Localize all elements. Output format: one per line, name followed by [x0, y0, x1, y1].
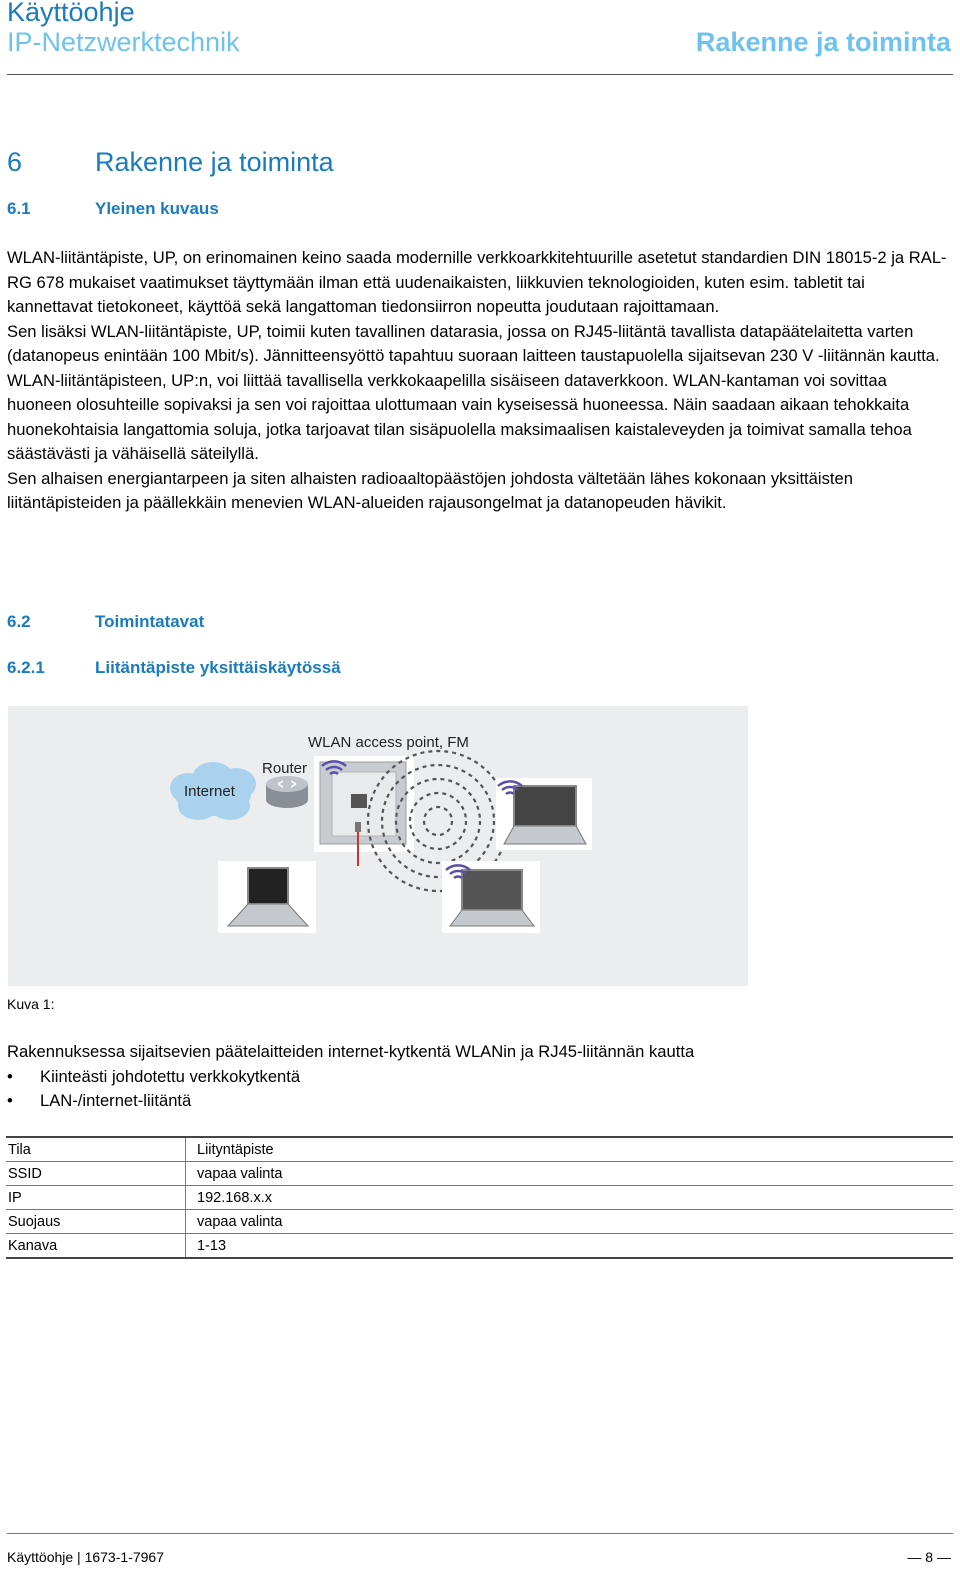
paragraph-4: Sen alhaisen energiantarpeen ja siten alhaisten radioaaltopäästöjen johdosta vältetään lähes kokonaan yksittäisten liitäntäpisteiden ja päällekkäin menevien WLAN-alueiden rajausongelmat ja datanopeuden hävikit.: [7, 468, 853, 512]
access-point-icon: [314, 756, 414, 866]
network-diagram: [8, 706, 748, 986]
table-value: 192.168.x.x: [186, 1186, 954, 1210]
paragraph-2: Sen lisäksi WLAN-liitäntäpiste, UP, toimii kuten tavallinen datarasia, jossa on RJ45-liitäntä tavallista datapäätelaitetta varten (datanopeus enintään 100 Mbit/s). Jännitteensyöttö tapahtuu suoraan laitteen taustapuolella sijaitsevan 230 V -liitännän kautta.: [7, 321, 940, 365]
router-icon: [266, 776, 308, 808]
figure-caption: Kuva 1:: [7, 996, 55, 1012]
access-point-label: WLAN access point, FM: [308, 734, 469, 751]
router-label: Router: [262, 760, 308, 777]
section-number: 6: [7, 147, 23, 177]
figure-description: [7, 1040, 694, 1114]
table-row: [6, 1162, 953, 1186]
table-key: Suojaus: [6, 1210, 186, 1234]
table-row: [6, 1234, 953, 1259]
paragraph-1: WLAN-liitäntäpiste, UP, on erinomainen keino saada modernille verkkoarkkitehtuurille asetetut standardien DIN 18015-2 ja RAL-RG 678 mukaiset vaatimukset täyttymään ilman että uudenaikaisten, liikkuvien teknologioiden, kuten esim. tabletit tai kannettavat tietokoneet, käyttöä sekä langattoman tiedonsiirron nopeutta joudutaan rajoittamaan.: [7, 248, 947, 316]
bullet-glyph: •: [7, 1066, 13, 1086]
laptop-icon-middle: [442, 861, 540, 933]
body-text: [7, 246, 953, 516]
table-key: Tila: [6, 1137, 186, 1162]
list-item: [7, 1065, 694, 1090]
paragraph-3: WLAN-liitäntäpisteen, UP:n, voi liittää tavallisella verkkokaapelilla sisäiseen dataverkkoon. WLAN-kantaman voi sovittaa huoneen olosuhteille sopivaksi ja sen voi rajoittaa ulottumaan vain kyseisessä huoneessa. Näin saadaan aikaan tehokkaita huonekohtaisia langattomia soluja, jotka tarjoavat tilan sisäpuolella maksimaalisen kaistaleveyden ja toimivat samalla tehoa säästävästi ja vähäisellä säteilyllä.: [7, 370, 912, 463]
header-section-title: Rakenne ja toiminta: [695, 27, 951, 57]
footer-divider: [7, 1533, 953, 1534]
table-row: [6, 1210, 953, 1234]
bullet-glyph: •: [7, 1091, 13, 1110]
list-item-text: LAN-/internet-liitäntä: [40, 1091, 192, 1110]
internet-label: Internet: [184, 783, 235, 800]
table-value: 1-13: [197, 1237, 227, 1254]
table-value: Liityntäpiste: [186, 1137, 954, 1162]
subsection-title-6-2-1: Liitäntäpiste yksittäiskäytössä: [95, 658, 341, 677]
description-text: Rakennuksessa sijaitsevien päätelaitteiden internet-kytkentä WLANin ja RJ45-liitännän kautta: [7, 1042, 695, 1061]
subsection-title-6-2: Toimintatavat: [95, 612, 205, 631]
table-value: vapaa valinta: [186, 1210, 954, 1234]
laptop-icon-left: [218, 861, 316, 933]
table-row: [6, 1137, 953, 1162]
subsection-title-6-1: Yleinen kuvaus: [95, 199, 219, 218]
footer-doc-id: Käyttöohje | 1673-1-7967: [7, 1549, 164, 1565]
table-key: Kanava: [6, 1234, 186, 1259]
settings-table: [6, 1136, 953, 1259]
subsection-number-6-2: 6.2: [7, 612, 31, 631]
table-value: vapaa valinta: [186, 1162, 954, 1186]
header-divider: [7, 74, 953, 75]
header-title: Käyttöohje: [7, 0, 135, 27]
bullet-list: [7, 1065, 694, 1114]
list-item-text: Kiinteästi johdotettu verkkokytkentä: [40, 1066, 301, 1086]
table-key: IP: [6, 1186, 186, 1210]
laptop-icon-right: [496, 778, 592, 850]
header-subtitle: IP-Netzwerktechnik: [7, 27, 240, 57]
section-title: Rakenne ja toiminta: [95, 147, 334, 177]
subsection-number-6-2-1: 6.2.1: [7, 658, 45, 677]
list-item: [7, 1089, 694, 1114]
subsection-number-6-1: 6.1: [7, 199, 31, 218]
network-diagram-svg: [8, 706, 748, 986]
table-row: [6, 1186, 953, 1210]
table-key: SSID: [6, 1162, 186, 1186]
page-number: — 8 —: [907, 1549, 951, 1565]
